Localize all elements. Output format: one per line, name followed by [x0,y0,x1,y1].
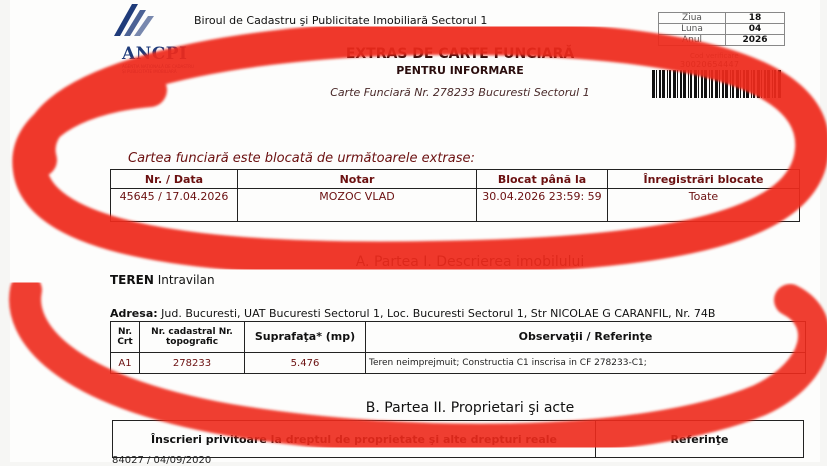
blocked-records: Toate [608,189,800,222]
col-inregistrari-blocate: Înregistrări blocate [608,170,800,189]
ancpi-logo-icon [110,2,154,42]
barcode-bar [751,70,752,98]
col-nr-cadastral: Nr. cadastral Nr. topografic [140,322,245,353]
date-box [658,12,785,46]
barcode-bar [659,70,661,98]
col-inscrieri: Înscrieri privitoare la dreptul de proprietate şi alte drepturi reale [113,421,596,458]
barcode-bar [669,70,671,98]
barcode-bar [778,70,781,98]
col-suprafata: Suprafaţa* (mp) [245,322,366,353]
barcode-bar [688,70,689,98]
barcode-bar [701,70,703,98]
barcode-bar [757,70,760,98]
month-label: Luna [659,24,726,35]
owners-table [112,420,804,458]
year-label: Anul [659,35,726,46]
day-value: 18 [726,13,785,24]
barcode-bar [772,70,773,98]
barcode-icon [652,70,784,98]
barcode-bar [677,70,678,98]
section-b-title: B. Partea II. Proprietari şi acte [365,400,575,416]
col-observatii: Observaţii / Referinţe [366,322,806,353]
blocked-until: 30.04.2026 23:59: 59 [477,189,608,222]
barcode-bar [694,70,697,98]
verification-code-label: Cod verificare [690,52,739,60]
office-name: Biroul de Cadastru şi Publicitate Imobiliară Sectorul 1 [194,14,488,27]
verification-code-value: 30020654447 [680,60,740,69]
barcode-bar [740,70,741,98]
property-area: 5.476 [245,353,366,374]
col-notar: Notar [238,170,477,189]
section-a-title: A. Partea I. Descrierea imobilului [355,254,585,270]
barcode-bar [680,70,682,98]
barcode-bar [711,70,713,98]
barcode-bar [662,70,665,98]
col-referinte: Referinţe [596,421,804,458]
barcode-bar [704,70,707,98]
property-cadastral: 278233 [140,353,245,374]
barcode-bar [753,70,755,98]
address-value: Jud. Bucuresti, UAT Bucuresti Sectorul 1, Loc. Bucuresti Sectorul 1, Str NICOLAE G CARANFIL, Nr. 74B [161,307,716,320]
address-line [110,307,715,320]
logo-text: ANCPI [122,44,188,64]
document-subtitle: PENTRU INFORMARE [396,64,524,77]
barcode-bar [673,70,676,98]
property-nr-crt: A1 [111,353,140,374]
barcode-bar [719,70,720,98]
month-value: 04 [726,24,785,35]
col-blocat-pana-la: Blocat până la [477,170,608,189]
carte-funciara-number: Carte Funciară Nr. 278233 Bucuresti Sectorul 1 [330,86,590,99]
col-nr-crt: Nr. Crt [111,322,140,353]
document-page [10,0,820,466]
table-row [111,189,800,222]
blocked-nr-data: 45645 / 17.04.2026 [111,189,238,222]
blocked-heading: Cartea funciară este blocată de următoarele extrase: [128,151,475,166]
year-value: 2026 [726,35,785,46]
barcode-bar [690,70,692,98]
barcode-bar [715,70,718,98]
barcode-bar [652,70,655,98]
land-type [110,273,215,287]
barcode-bar [683,70,686,98]
table-row [111,353,806,374]
col-nr-data: Nr. / Data [111,170,238,189]
barcode-bar [698,70,699,98]
barcode-bar [736,70,739,98]
barcode-bar [730,70,731,98]
barcode-bar [656,70,657,98]
document-title: EXTRAS DE CARTE FUNCIARĂ [345,46,575,62]
address-label: Adresa: [110,307,158,320]
barcode-bar [746,70,749,98]
barcode-bar [761,70,762,98]
owners-partial-row: 84027 / 04/09/2020 [112,455,212,466]
property-table [110,321,806,374]
barcode-bar [767,70,770,98]
barcode-bar [774,70,776,98]
barcode-bar [709,70,710,98]
logo-subtitle: AGENȚIA NAȚIONALĂ DE CADASTRU ȘI PUBLICITATE IMOBILIARĂ [122,64,194,74]
blocked-notar: MOZOC VLAD [238,189,477,222]
property-observations: Teren neimprejmuit; Constructia C1 inscrisa in CF 278233-C1; [366,353,806,374]
barcode-bar [732,70,734,98]
barcode-bar [743,70,745,98]
barcode-bar [667,70,668,98]
day-label: Ziua [659,13,726,24]
barcode-bar [764,70,766,98]
barcode-bar [725,70,728,98]
blocked-table [110,169,800,222]
land-type-rest: Intravilan [157,273,215,287]
land-type-bold: TEREN [110,273,154,287]
barcode-bar [722,70,724,98]
